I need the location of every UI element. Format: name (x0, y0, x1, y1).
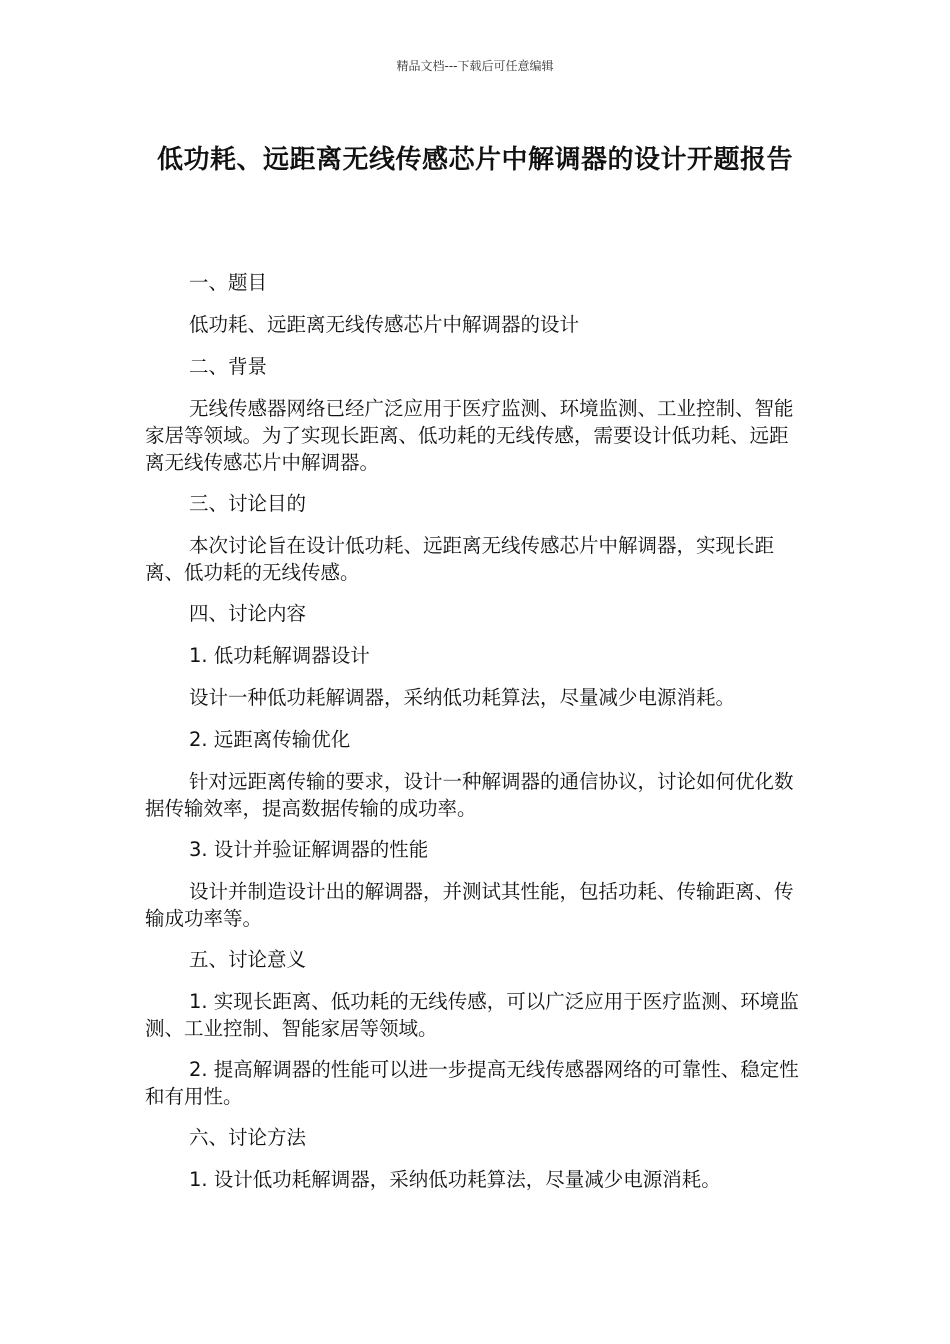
content-item-1-text: 设计一种低功耗解调器，采纳低功耗算法，尽量减少电源消耗。 (189, 686, 736, 709)
section-heading-method: 六、讨论方法 (189, 1126, 307, 1149)
section-heading-purpose: 三、讨论目的 (189, 492, 307, 515)
significance-item-2: 2. 提高解调器的性能可以进一步提高无线传感器网络的可靠性、稳定性和有用性。 (145, 1058, 799, 1108)
method-item-1: 1. 设计低功耗解调器，采纳低功耗算法，尽量减少电源消耗。 (189, 1168, 721, 1191)
document-body (145, 269, 805, 1208)
paragraph-topic: 低功耗、远距离无线传感芯片中解调器的设计 (189, 313, 580, 336)
content-item-3-text: 设计并制造设计出的解调器，并测试其性能，包括功耗、传输距离、传输成功率等。 (145, 880, 794, 930)
paragraph-purpose: 本次讨论旨在设计低功耗、远距离无线传感芯片中解调器，实现长距离、低功耗的无线传感。 (145, 534, 775, 584)
document-title: 低功耗、远距离无线传感芯片中解调器的设计开题报告 (156, 145, 793, 175)
content-item-2-heading: 2. 远距离传输优化 (189, 728, 351, 751)
section-heading-significance: 五、讨论意义 (189, 948, 307, 971)
section-heading-background: 二、背景 (189, 355, 268, 378)
content-item-2-text: 针对远距离传输的要求，设计一种解调器的通信协议，讨论如何优化数据传输效率，提高数据传输的成功率。 (145, 770, 794, 820)
header-note: 精品文档---下载后可任意编辑 (396, 59, 554, 73)
section-heading-topic: 一、题目 (189, 271, 268, 294)
content-item-3-heading: 3. 设计并验证解调器的性能 (189, 838, 429, 861)
section-heading-content: 四、讨论内容 (189, 602, 307, 625)
paragraph-background: 无线传感器网络已经广泛应用于医疗监测、环境监测、工业控制、智能家居等领域。为了实现长距离、低功耗的无线传感，需要设计低功耗、远距离无线传感芯片中解调器。 (145, 397, 794, 474)
significance-item-1: 1. 实现长距离、低功耗的无线传感，可以广泛应用于医疗监测、环境监测、工业控制、智能家居等领域。 (145, 990, 799, 1040)
content-item-1-heading: 1. 低功耗解调器设计 (189, 644, 370, 667)
